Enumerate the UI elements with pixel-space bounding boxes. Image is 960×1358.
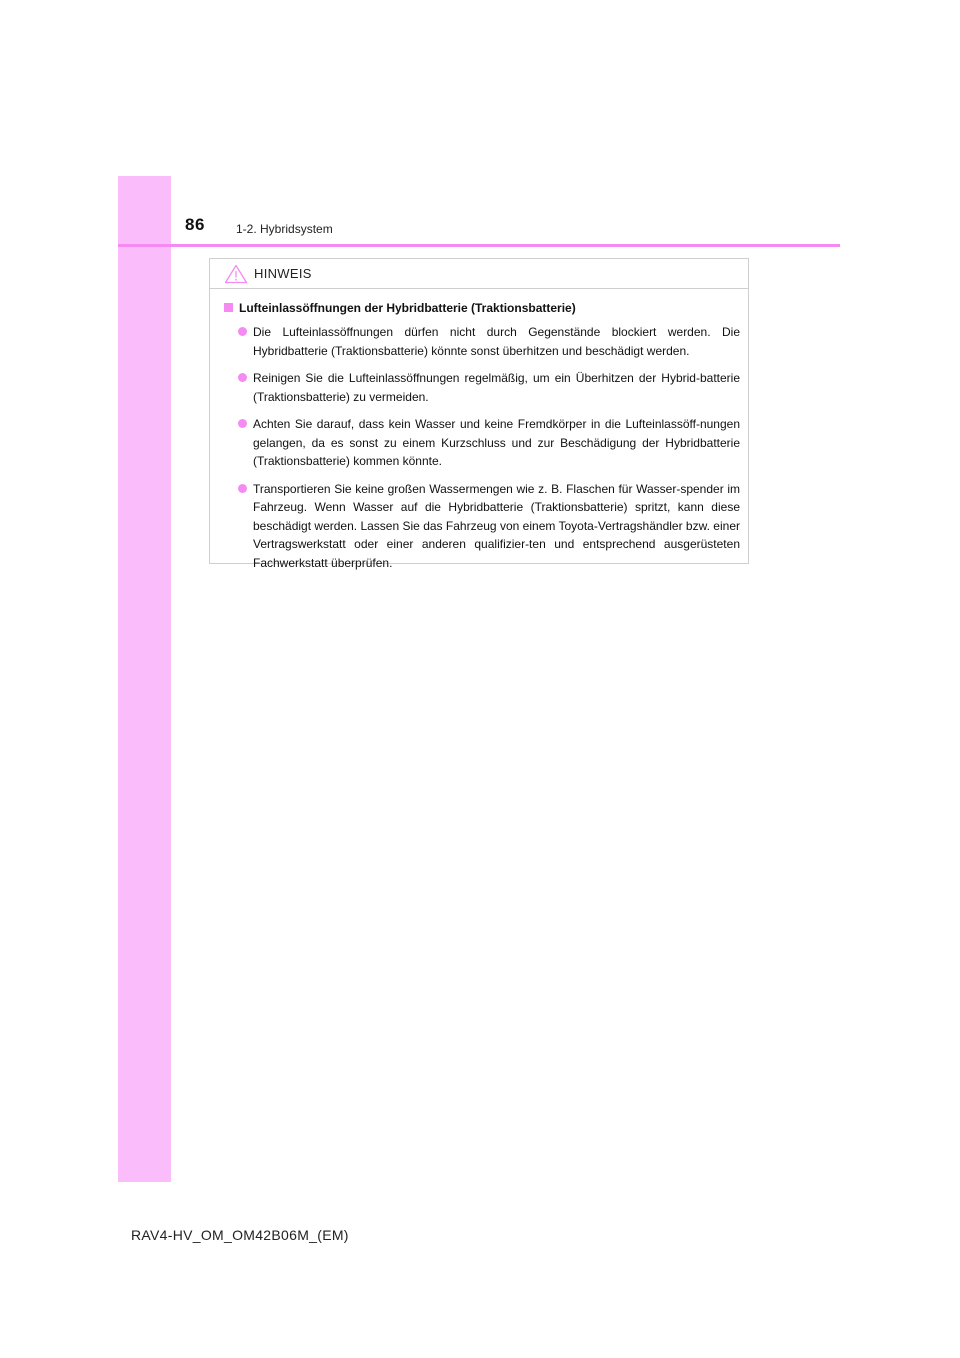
list-item-text: Achten Sie darauf, dass kein Wasser und keine Fremdkörper in die Lufteinlassöff-nungen gelangen, da es sonst zu einem Kurzschluss und zur Beschädigung der Hybridbatterie (Traktionsbatterie) kommen könnte. [253,417,740,468]
side-tab-band [118,176,171,1182]
list-item-text: Die Lufteinlassöffnungen dürfen nicht durch Gegenstände blockiert werden. Die Hybridbatterie (Traktionsbatterie) könnte sonst überhitzen und beschädigt werden. [253,325,740,358]
list-item [238,480,740,573]
list-item-text: Transportieren Sie keine großen Wassermengen wie z. B. Flaschen für Wasser-spender im Fahrzeug. Wenn Wasser auf die Hybridbatterie (Traktionsbatterie) spritzt, kann diese beschädigt werden. Lassen Sie das Fahrzeug von einem Toyota-Vertragshändler bzw. einer Vertragswerkstatt oder einer anderen qualifizier-ten und entsprechend ausgerüsteten Fachwerkstatt überprüfen. [253,481,740,570]
document-code: RAV4-HV_OM_OM42B06M_(EM) [131,1227,349,1243]
list-item-text: Reinigen Sie die Lufteinlassöffnungen regelmäßig, um ein Überhitzen der Hybrid-batterie (Traktionsbatterie) zu vermeiden. [253,371,740,404]
notice-heading [224,301,740,315]
notice-heading-text: Lufteinlassöffnungen der Hybridbatterie (Traktionsbatterie) [239,301,576,315]
list-item [238,323,740,360]
list-item [238,415,740,471]
square-bullet-icon [224,303,233,312]
page-number: 86 [185,215,205,234]
notice-body [210,289,748,572]
list-item [238,369,740,406]
notice-box [209,258,749,570]
section-title: 1-2. Hybridsystem [236,222,333,236]
warning-triangle-icon [224,264,248,284]
circle-bullet-icon [238,419,247,428]
notice-header [210,259,748,289]
notice-title: HINWEIS [254,266,312,281]
circle-bullet-icon [238,484,247,493]
circle-bullet-icon [238,327,247,336]
header-rule [118,244,840,247]
circle-bullet-icon [238,373,247,382]
